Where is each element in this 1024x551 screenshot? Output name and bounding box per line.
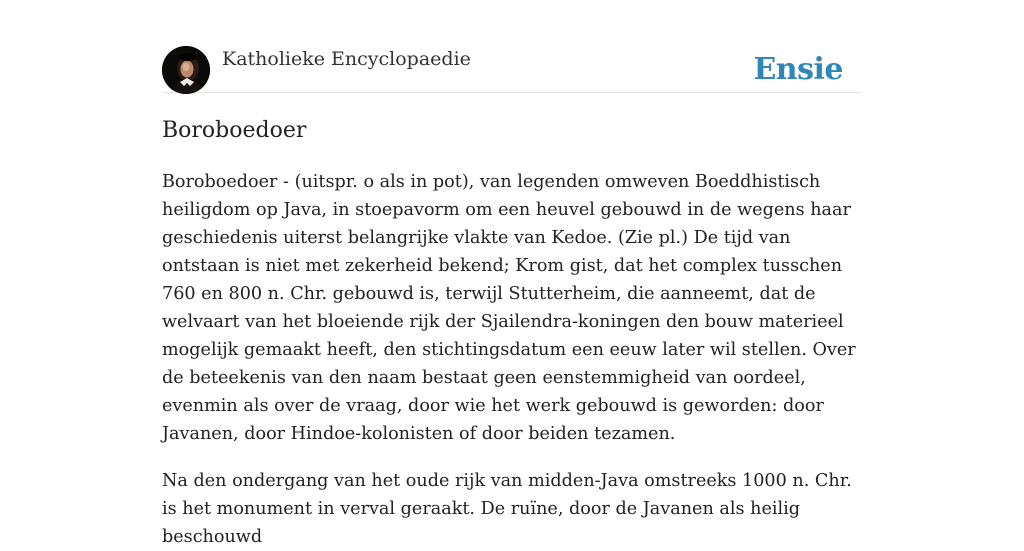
article-body [162,168,862,551]
site-header [162,46,862,93]
page [162,0,862,547]
article-paragraph: Boroboedoer - (uitspr. o als in pot), van legenden omweven Boeddhistisch heiligdom op Java, in stoepavorm om een heuvel gebouwd in de wegens haar geschiedenis uiterst belangrijke vlakte van Kedoe. (Zie pl.) De tijd van ontstaan is niet met zekerheid bekend; Krom gist, dat het complex tusschen 760 en 800 n. Chr. gebouwd is, terwijl Stutterheim, die aanneemt, dat de welvaart van het bloeiende rijk der Sjailendra-koningen den bouw materieel mogelijk gemaakt heeft, den stichtingsdatum een eeuw later wil stellen. Over de beteekenis van den naam bestaat geen eenstemmigheid van oordeel, evenmin als over de vraag, door wie het werk gebouwd is geworden: door Javanen, door Hindoe-kolonisten of door beiden tezamen. [162,172,856,444]
portrait-avatar-icon[interactable] [162,46,210,94]
page-title: Boroboedoer [162,118,307,143]
brand-logo[interactable]: Ensie [753,52,843,87]
source-name[interactable]: Katholieke Encyclopaedie [222,48,471,70]
article-paragraph: Na den ondergang van het oude rijk van midden-Java omstreeks 1000 n. Chr. is het monument in verval geraakt. De ruïne, door de Javanen als heilig beschouwd [162,471,852,547]
